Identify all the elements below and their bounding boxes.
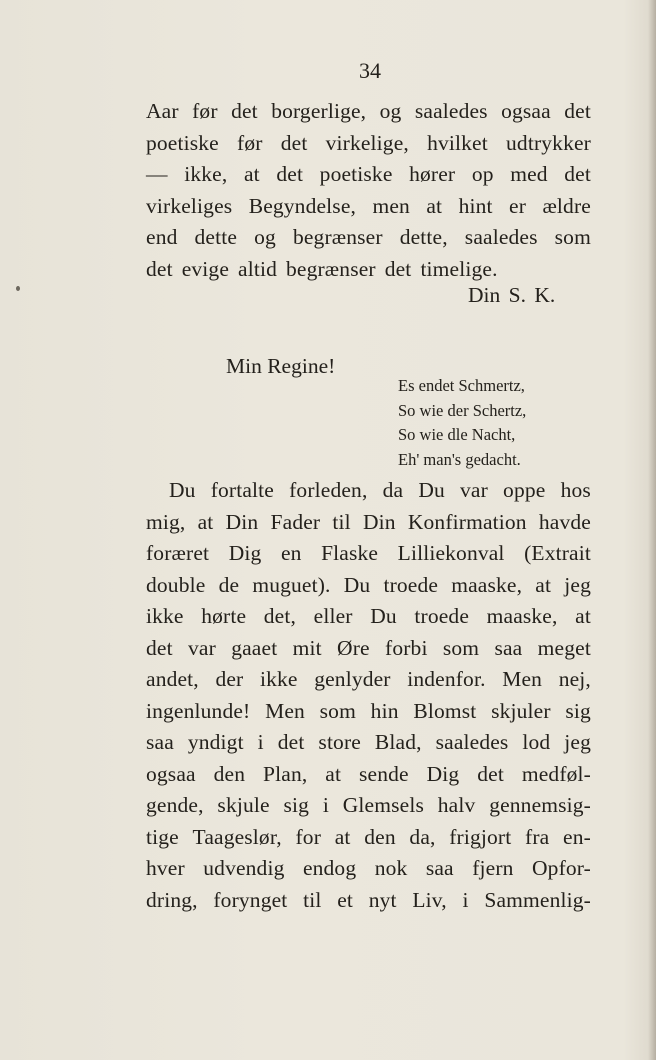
word: troede <box>383 572 439 597</box>
word: skjuler <box>491 698 551 723</box>
word: begrænser <box>292 225 383 249</box>
word: jeg <box>564 730 591 754</box>
text-line <box>146 664 591 696</box>
word: tige <box>146 824 179 849</box>
word: — <box>146 162 168 186</box>
text-line <box>146 128 591 160</box>
word: Aar <box>146 99 179 123</box>
word: der <box>215 667 244 691</box>
word: at <box>535 572 552 597</box>
text-line <box>146 222 591 254</box>
word: ogsaa <box>146 761 196 786</box>
word: var <box>188 635 216 660</box>
word: forynget <box>213 887 288 912</box>
text-line <box>146 538 591 570</box>
page-edge-shadow <box>648 0 656 1060</box>
text-line <box>146 885 591 917</box>
word: at <box>426 193 443 218</box>
word: virkeliges <box>146 193 233 218</box>
word: men <box>372 193 410 218</box>
word: meget <box>537 635 591 660</box>
epigraph <box>398 374 526 472</box>
word: det <box>276 162 304 186</box>
word: som <box>554 225 591 249</box>
word: var <box>460 478 488 502</box>
word: ingenlunde! <box>146 698 251 723</box>
word: Du <box>343 572 371 597</box>
word: Opfor- <box>532 856 591 880</box>
word: hin <box>370 698 399 723</box>
word: Glemsels <box>342 793 424 817</box>
word: end <box>146 225 178 249</box>
word: forbi <box>385 635 428 660</box>
word: det <box>231 99 258 123</box>
word: ogsaa <box>501 99 551 123</box>
text-line <box>146 790 591 822</box>
word: ikke, <box>184 162 228 186</box>
salutation: Min Regine! <box>226 354 336 378</box>
word: eller <box>313 604 353 628</box>
word: fjern <box>472 856 514 880</box>
word: de <box>218 572 240 597</box>
word: gaaet <box>231 635 278 660</box>
word: og <box>379 99 402 123</box>
word: borgerlige, <box>271 99 367 123</box>
word: fortalte <box>210 478 274 502</box>
word: ikke <box>259 667 298 691</box>
word: udvendig <box>203 856 285 880</box>
word: dette <box>194 225 238 249</box>
word: indenfor. <box>407 667 486 691</box>
word: andet, <box>146 667 199 691</box>
word: at <box>325 761 342 786</box>
word: timelige. <box>420 256 498 281</box>
word: sig <box>283 793 310 817</box>
text-line <box>146 853 591 885</box>
word: Dig <box>228 541 262 565</box>
text-line <box>146 475 591 507</box>
word: saaledes <box>464 225 538 249</box>
word: Sammenlig- <box>484 887 591 912</box>
word: oppe <box>503 478 546 502</box>
word: medføl- <box>521 761 591 786</box>
word: Dig <box>426 761 460 786</box>
word: (Extrait <box>524 541 591 565</box>
word: en <box>280 541 302 565</box>
word: op <box>471 162 494 186</box>
word: nok <box>374 856 408 880</box>
epigraph-line: Eh' man's gedacht. <box>398 449 521 469</box>
word: poetiske <box>146 130 219 155</box>
word: nej, <box>558 667 591 691</box>
word: foræret <box>146 541 210 565</box>
word: hører <box>409 162 456 186</box>
word: fra <box>525 824 550 849</box>
word: hos <box>560 478 591 502</box>
text-line <box>146 633 591 665</box>
word: troede <box>414 604 470 628</box>
word: Du <box>418 478 445 502</box>
word: det <box>564 162 591 186</box>
word: ikke <box>146 604 184 628</box>
word: i <box>257 730 264 754</box>
word: hvilket <box>427 130 488 155</box>
word: og <box>254 225 276 249</box>
word: gennemsig- <box>489 793 591 817</box>
word: til <box>303 887 322 912</box>
text-line <box>146 570 591 602</box>
word: den <box>364 824 396 849</box>
word: saaledes <box>435 730 509 754</box>
word: er <box>509 193 527 218</box>
word: som <box>442 635 480 660</box>
page-number: 34 <box>359 58 381 83</box>
word: hver <box>146 856 185 880</box>
word: Men <box>502 667 543 691</box>
text-line <box>146 191 591 223</box>
word: med <box>510 162 548 186</box>
word: at <box>575 604 591 628</box>
word: halv <box>437 793 476 817</box>
word: muguet). <box>252 572 331 597</box>
word: det, <box>263 604 297 628</box>
word: skjule <box>217 793 270 817</box>
word: at <box>243 162 260 186</box>
word: da <box>382 478 404 502</box>
letter-continuation-paragraph <box>146 96 591 285</box>
text-line <box>146 96 591 128</box>
word: det <box>477 761 504 786</box>
word: at <box>334 824 351 849</box>
word: Taageslør, <box>192 824 282 849</box>
word: evige <box>181 256 230 281</box>
word: det <box>564 99 591 123</box>
word: Liv, <box>412 887 447 912</box>
word: dette, <box>399 225 448 249</box>
word: hint <box>458 193 493 218</box>
epigraph-line: So wie der Schertz, <box>398 400 527 420</box>
word: en- <box>563 824 591 849</box>
word: Din <box>225 509 259 534</box>
epigraph-line: So wie dle Nacht, <box>398 425 516 444</box>
word: gende, <box>146 793 204 817</box>
word: hørte <box>201 604 247 628</box>
word: saa <box>494 635 523 660</box>
epigraph-line: Es endet Schmertz, <box>398 376 525 395</box>
word: frigjort <box>449 824 512 849</box>
word: virkelige, <box>325 130 409 155</box>
word: endog <box>302 856 357 880</box>
word: Plan, <box>263 761 308 786</box>
word: maaske, <box>451 572 523 597</box>
word: poetiske <box>319 162 393 186</box>
word: altid <box>238 256 277 281</box>
word: havde <box>538 509 591 534</box>
word: Øre <box>337 635 370 660</box>
signature: Din S. K. <box>468 283 556 307</box>
word: Du <box>370 604 397 628</box>
word: det <box>280 130 308 155</box>
word: begrænser <box>286 256 376 281</box>
word: et <box>337 887 354 912</box>
word: Men <box>265 698 305 723</box>
word: yndigt <box>187 730 244 754</box>
word: Blad, <box>374 730 422 754</box>
word: double <box>146 572 206 597</box>
word: saaledes <box>414 99 488 123</box>
word: store <box>318 730 361 754</box>
word: saa <box>425 856 454 880</box>
word: det <box>146 635 173 660</box>
text-line <box>146 159 591 191</box>
word: dring, <box>146 887 198 912</box>
word: ældre <box>542 193 591 218</box>
word: Flaske <box>321 541 379 565</box>
word: saa <box>146 730 174 754</box>
word: før <box>192 99 218 123</box>
margin-speck <box>16 286 20 291</box>
word: den <box>213 761 246 786</box>
text-line <box>146 507 591 539</box>
word: sig <box>565 698 591 723</box>
word: det <box>277 730 305 754</box>
word: forleden, <box>289 478 368 502</box>
word: for <box>295 824 322 849</box>
word: mig, <box>146 509 186 534</box>
word: udtrykker <box>506 130 591 155</box>
word: til <box>332 509 351 534</box>
word: Fader <box>270 509 321 534</box>
word: det <box>384 256 412 281</box>
word: Lilliekonval <box>397 541 505 565</box>
word: jeg <box>564 572 591 597</box>
text-line <box>146 727 591 759</box>
text-line <box>146 759 591 791</box>
word: genlyder <box>314 667 391 691</box>
word: Blomst <box>413 698 477 723</box>
word: lod <box>522 730 551 754</box>
word: i <box>462 887 469 912</box>
word: før <box>237 130 263 155</box>
word: Din <box>362 509 396 534</box>
word: Begyndelse, <box>248 193 357 218</box>
letter-body-paragraph <box>146 475 591 916</box>
word: sende <box>359 761 409 786</box>
word: da, <box>409 824 436 849</box>
text-line <box>146 696 591 728</box>
word: maaske, <box>486 604 558 628</box>
word: i <box>322 793 329 817</box>
word: at <box>197 509 214 534</box>
word: nyt <box>368 887 397 912</box>
word: mit <box>292 635 322 660</box>
text-line <box>146 601 591 633</box>
word: det <box>146 256 173 281</box>
text-line <box>146 822 591 854</box>
word: Du <box>169 478 196 502</box>
word: som <box>319 698 356 723</box>
word: Konfirmation <box>407 509 527 534</box>
